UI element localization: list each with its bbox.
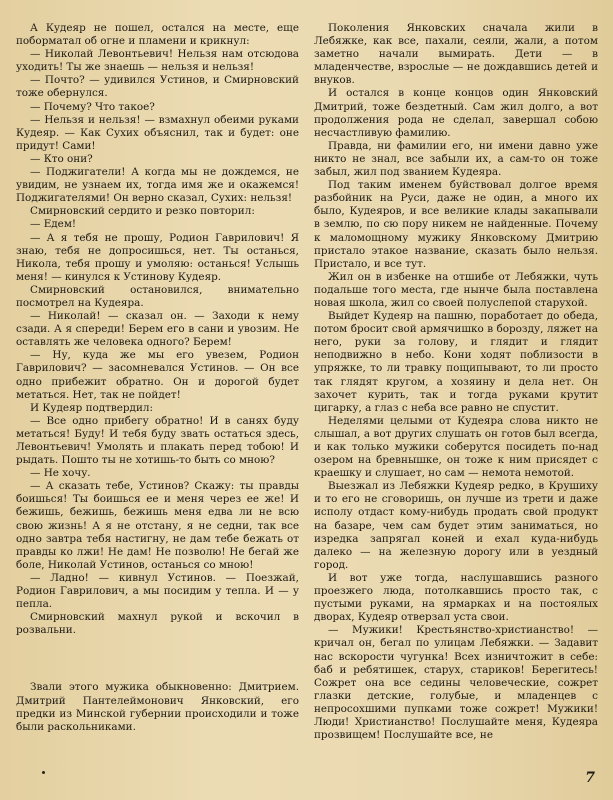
paragraph: — Все одно прибегу обратно! И в санях буду метаться! Буду! И тебя буду звать остаться здесь, Левонтьевич! Умолять и плакать перед тобою! И рыдать. Пошто ты не хотишь-то быть со мною? (16, 414, 299, 467)
paragraph: — Поджигатели! А когда мы не дождемся, не увидим, не узнаем их, тогда имя же и окажемся! Поджигателями! Он верно сказал, Сухих: нельзя! (16, 166, 299, 205)
paragraph: Поколения Янковских сначала жили в Лебяжке, как все, пахали, сеяли, жали, а потом заметно начали вымирать. Дети — в младенчестве, взрослые — не дождавшись детей и внуков. (314, 22, 598, 87)
paragraph: Выйдет Кудеяр на пашню, поработает до обеда, потом бросит свой армячишко в борозду, ляжет на него, руки за голову, и глядит и глядит неподвижно в небо. Кони ходят поблизости в упряжке, то ли травку пощипывают, то ли просто так глядят кругом, а хозяину и дела нет. Он захочет курить, так и тогда руками крутит цигарку, а глаз с неба все равно не спустит. (314, 310, 598, 414)
paragraph: — Ну, куда же мы его увезем, Родион Гаврилович? — засомневался Устинов. — Он все одно прибежит обратно. Он и дорогой будет метаться. Нет, так не пойдет! (16, 349, 299, 401)
paragraph: — Не хочу. (30, 467, 91, 480)
right-column (314, 22, 598, 742)
paragraph: Жил он в избенке на отшибе от Лебяжки, чуть подальше того места, где нынче была поставлена новая школа, жил со своей полуслепой старухой. (314, 270, 598, 309)
paragraph: Правда, ни фамилии его, ни имени давно уже никто не знал, все забыли их, а сам-то он тоже забыл, жил под званием Кудеяра. (314, 139, 598, 179)
paragraph: — Нельзя и нельзя! — взмахнул обеими руками Кудеяр. — Как Сухих объяснил, так и будет: оне придут! Сами! (16, 113, 299, 152)
paragraph: Неделями целыми от Кудеяра слова никто не слышал, а вот других слушать он готов был всегда, и как только мужики соберутся посидеть по-над озером на бревнышке, он тоже к ним присядет с краешку и слушает, но сам — немота немотой. (314, 414, 598, 480)
paragraph: — Кто они? (30, 152, 93, 165)
paragraph: Смирновский махнул рукой и вскочил в розвальни. (16, 611, 299, 637)
paragraph: Выезжал из Лебяжки Кудеяр редко, в Крушиху и то его не сговоришь, он лучше из трети и даже исполу отдаст кому-нибудь продать свой продукт на базаре, чем сам будет этим заниматься, но изредка запрягал коней и ехал куда-нибудь далеко — на железную дорогу или в уездный город. (314, 480, 598, 571)
paragraph: А Кудеяр не пошел, остался на месте, еще поборматал об огне и пламени и крикнул: (16, 22, 299, 48)
paragraph: — А сказать тебе, Устинов? Скажу: ты правды боишься! Ты боишься ее и меня через ее же! И бежишь, бежишь, бежишь меня едва ли не всю свою жизнь! А я не отстану, я не седни, так все одно завтра тебя настигну, не дам тебе бежать от правды ко лжи! Не дам! Не позволю! Не бегай же боле, Николай Устинов, останься со мною! (16, 480, 299, 571)
paragraph: И Кудеяр подтвердил: (30, 401, 153, 414)
left-column (16, 22, 299, 734)
paragraph: И вот уже тогда, наслушавшись разного проезжего люда, потолкавшись просто так, с пустыми руками, на ярмарках и на постоялых дворах, Кудеяр отверзал уста свои. (314, 571, 598, 624)
paragraph: — Ладно! — кивнул Устинов. — Поезжай, Родион Гаврилович, а мы посидим у тепла. И — у пепла. (16, 571, 299, 611)
paragraph: — А я тебя не прошу, Родион Гаврилович! Я знаю, тебя не допросишься, нет. Ты останься, Никола, тебя прошу и умоляю: останься! Услышь меня! — кинулся к Устинову Кудеяр. (16, 231, 299, 283)
paragraph: — Почему? Что такое? (30, 100, 155, 113)
paragraph: — Николай Левонтьевич! Нельзя нам отсюдова уходить! Ты же знаешь — нельзя и нельзя! (16, 48, 299, 74)
paragraph: И остался в конце концов один Янковский Дмитрий, тоже бездетный. Сам жил долго, а вот продолжения рода не сделал, завершал собою несчастливую фамилию. (314, 87, 598, 139)
paragraph: Звали этого мужика обыкновенно: Дмитрием. Дмитрий Пантелеймонович Янковский, его предки из Минской губернии происходили и тоже были раскольниками. (16, 681, 299, 733)
paragraph: — Почто? — удивился Устинов, и Смирновский тоже обернулся. (16, 74, 299, 100)
paragraph: Смирновский остановился, внимательно посмотрел на Кудеяра. (16, 283, 299, 309)
paragraph: Под таким именем буйствовал долгое время разбойник на Руси, даже не один, а много их было, Кудеяров, и все великие клады закапывали в землю, по сю пору никем не найденные. Почему к маломощному мужику Янковскому Дмитрию пристало этакое название, сказать было нельзя. Пристало, и все тут. (314, 179, 598, 270)
paragraph: — Николай! — сказал он. — Заходи к нему сзади. А я спереди! Берем его в сани и увозим. Не оставлять же человека одного? Берем! (16, 310, 299, 349)
paragraph: — Едем! (30, 218, 77, 231)
page-number: 7 (585, 770, 595, 786)
paragraph: — Мужики! Крестьянство-христианство! — кричал он, бегал по улицам Лебяжки. — Задавит нас вскорости чугунка! Всех изничтожит в себе: баб и ребятишек, старух, стариков! Берегитесь! Сожрет она все седины человеческие, сожрет глазки детские, голубые, и младенцев с непросохшими пупками тоже сожрет! Мужики! Люди! Христианство! Послушайте меня, Кудеяра прозвищем! Послушайте все, не (314, 624, 598, 742)
paragraph: Смирновский сердито и резко повторил: (30, 205, 255, 218)
print-speck (42, 771, 45, 774)
